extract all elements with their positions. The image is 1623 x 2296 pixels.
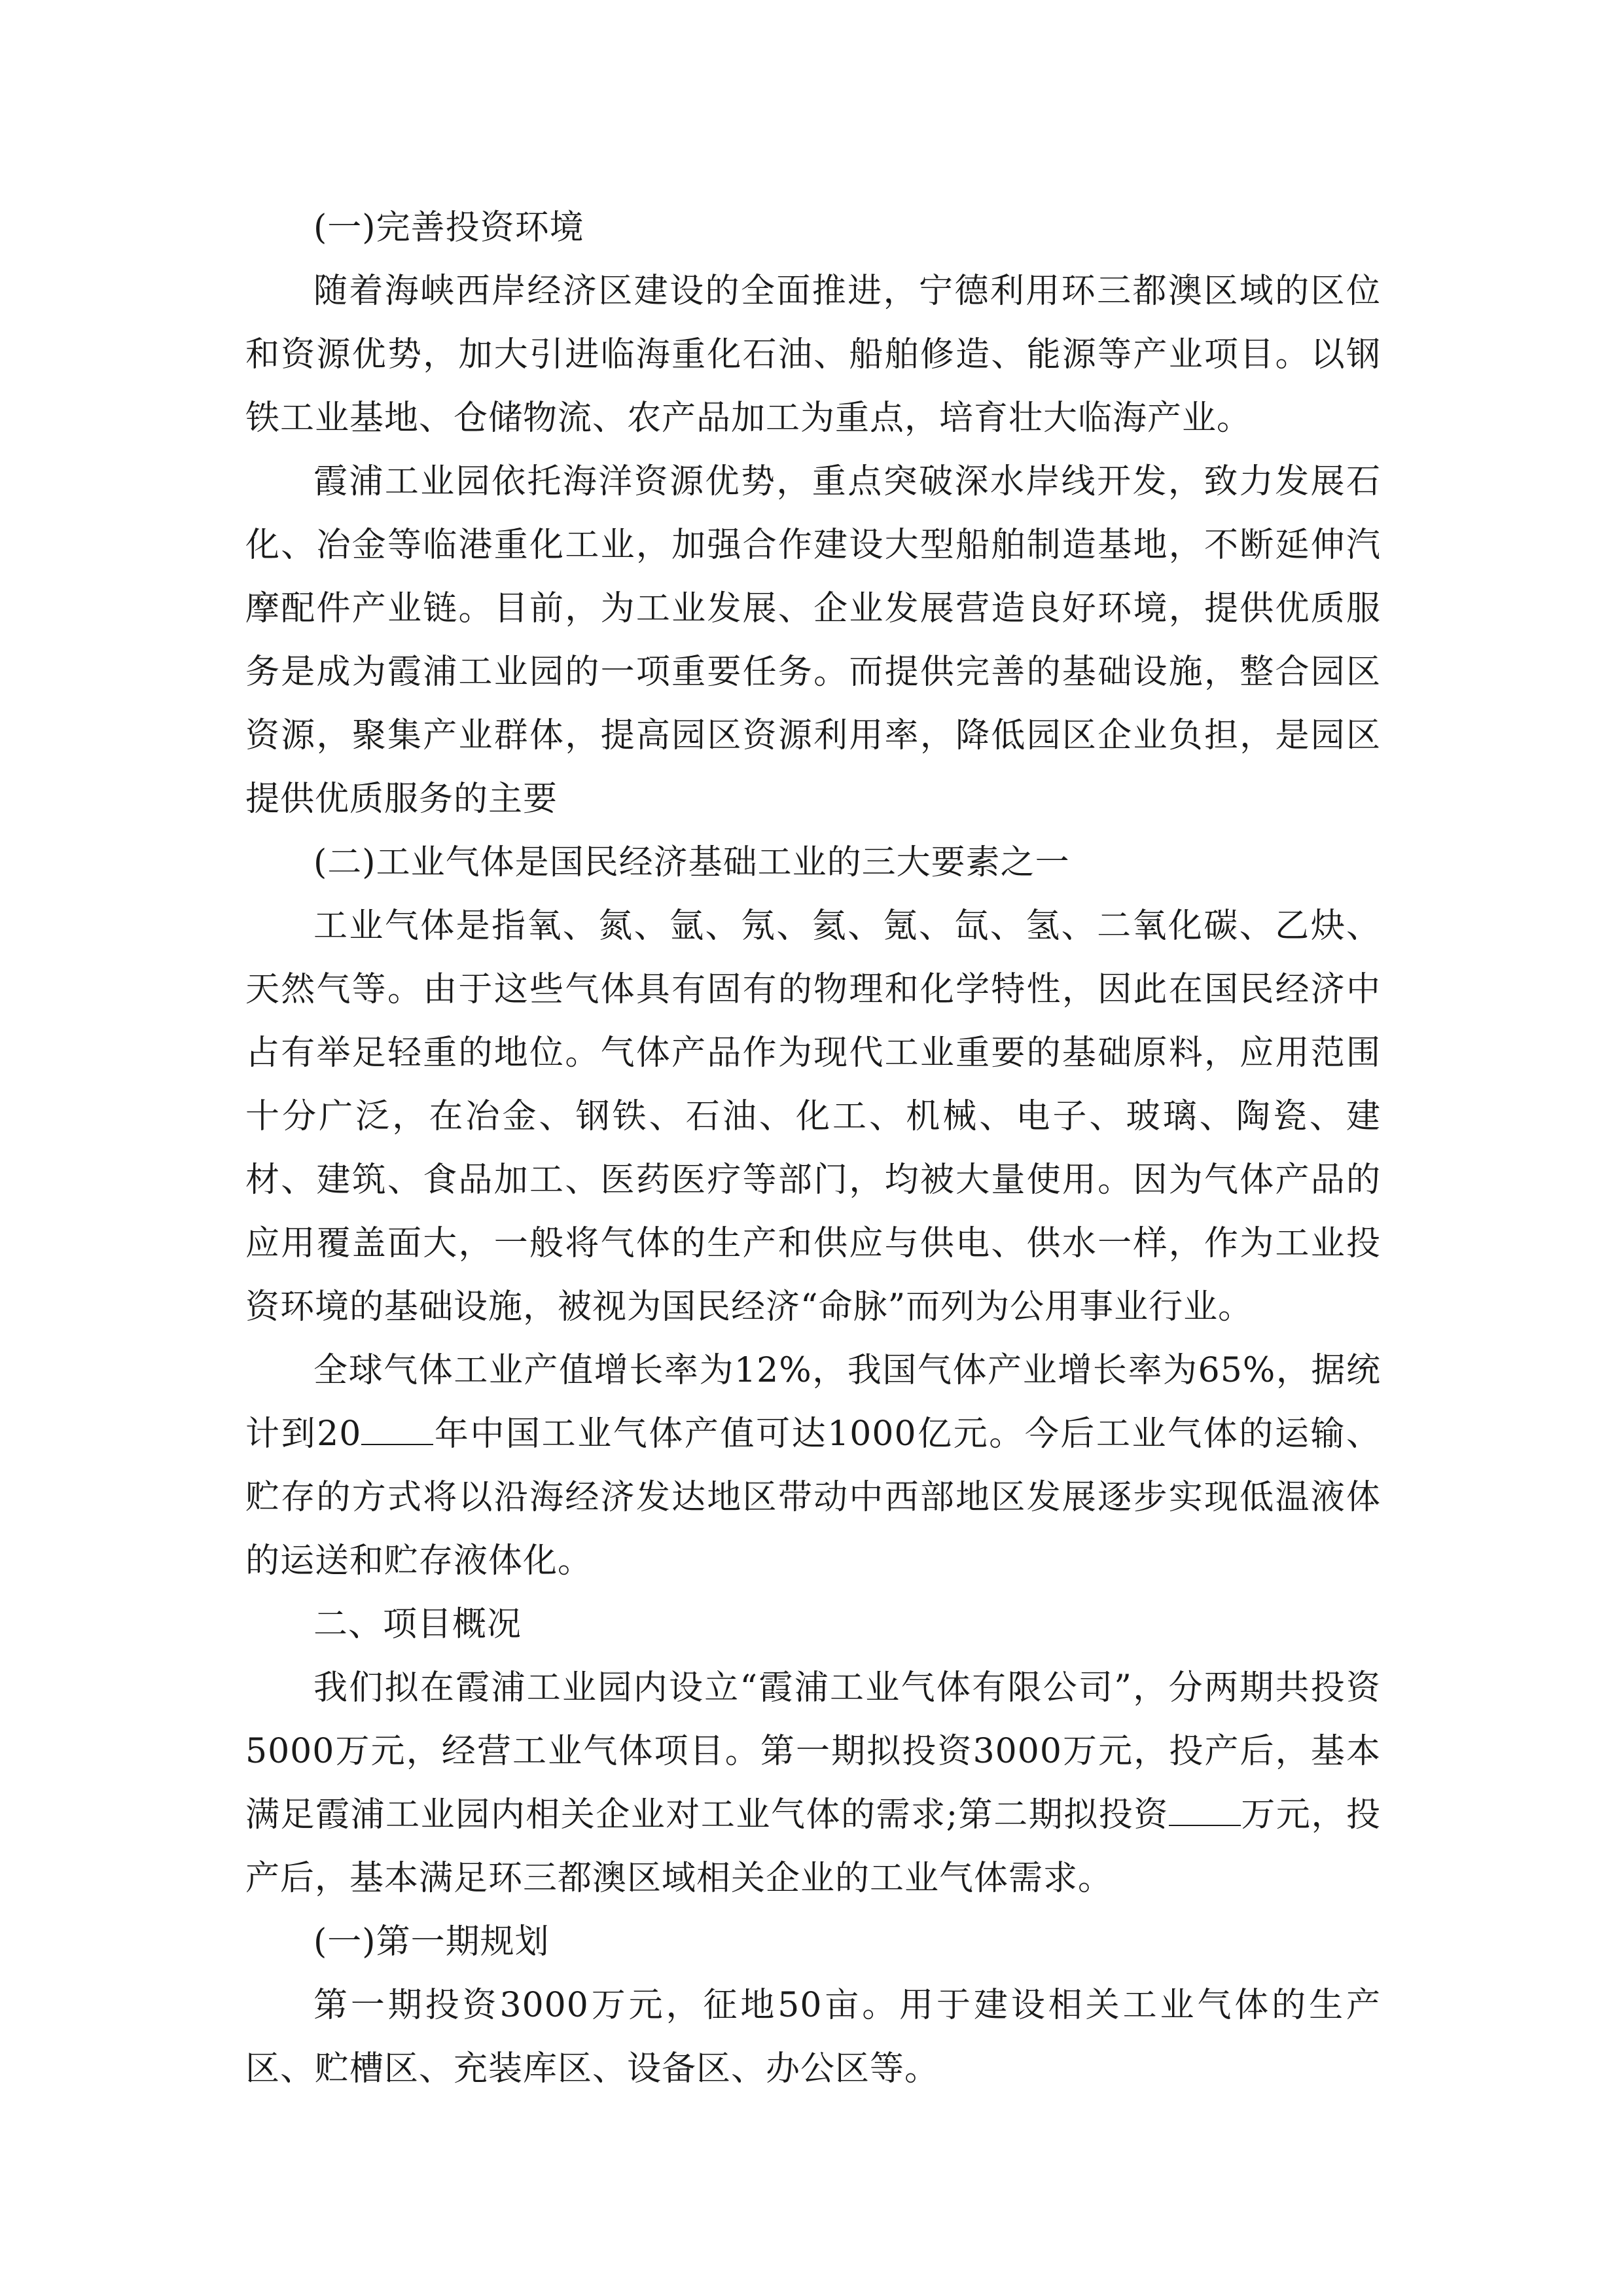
paragraph-xiapu-industrial-park: 霞浦工业园依托海洋资源优势，重点突破深水岸线开发，致力发展石化、冶金等临港重化工业，加强合作建设大型船舶制造基地，不断延伸汽摩配件产业链。目前，为工业发展、企业发展营造良好环境，提供优质服务是成为霞浦工业园的一项重要任务。而提供完善的基础设施，整合园区资源，聚集产业群体，提高园区资源利用率，降低园区企业负担，是园区提供优质服务的主要: [245, 462, 1381, 819]
blank-year-underline: [361, 1415, 433, 1445]
paragraph-project-overview: [245, 1657, 1381, 1910]
paragraph-gas-industry-growth: [245, 1339, 1381, 1593]
overview-text-part-1: 我们拟在霞浦工业园内设立“霞浦工业气体有限公司”，分两期共投资5000万元，经营工业气体项目。第一期拟投资3000万元，投产后，基本满足霞浦工业园内相关企业对工业气体的需求;第二期拟投资: [245, 1668, 1381, 1835]
overview-text-part-2: 万元，投产后，基本满足环三都澳区域相关企业的工业气体需求。: [245, 1795, 1381, 1898]
document-page: [245, 196, 1381, 2101]
paragraph-phase-one-plan: 第一期投资3000万元，征地50亩。用于建设相关工业气体的生产区、贮槽区、充装库区、设备区、办公区等。: [245, 1986, 1381, 2089]
growth-text-part-1: 全球气体工业产值增长率为12%，我国气体产业增长率为65%，据统计到20: [245, 1351, 1381, 1454]
growth-text-part-2: 年中国工业气体产值可达1000亿元。今后工业气体的运输、贮存的方式将以沿海经济发达地区带动中西部地区发展逐步实现低温液体的运送和贮存液体化。: [245, 1414, 1382, 1581]
paragraph-industrial-gas-definition: 工业气体是指氧、氮、氩、氖、氦、氪、氙、氢、二氧化碳、乙炔、天然气等。由于这些气体具有固有的物理和化学特性，因此在国民经济中占有举足轻重的地位。气体产品作为现代工业重要的基础原料，应用范围十分广泛，在冶金、钢铁、石油、化工、机械、电子、玻璃、陶瓷、建材、建筑、食品加工、医药医疗等部门，均被大量使用。因为气体产品的应用覆盖面大，一般将气体的生产和供应与供电、供水一样，作为工业投资环境的基础设施，被视为国民经济“命脉”而列为公用事业行业。: [245, 906, 1381, 1327]
section-heading-project-overview: 二、项目概况: [313, 1605, 522, 1644]
section-heading-investment-environment: (一)完善投资环境: [313, 208, 584, 247]
blank-amount-underline: [1169, 1796, 1241, 1826]
section-heading-phase-one: (一)第一期规划: [313, 1922, 550, 1962]
paragraph-west-coast-economic-zone: 随着海峡西岸经济区建设的全面推进，宁德利用环三都澳区域的区位和资源优势，加大引进临海重化石油、船舶修造、能源等产业项目。以钢铁工业基地、仓储物流、农产品加工为重点，培育壮大临海产业。: [245, 272, 1381, 438]
section-heading-industrial-gas: (二)工业气体是国民经济基础工业的三大要素之一: [313, 843, 1070, 882]
